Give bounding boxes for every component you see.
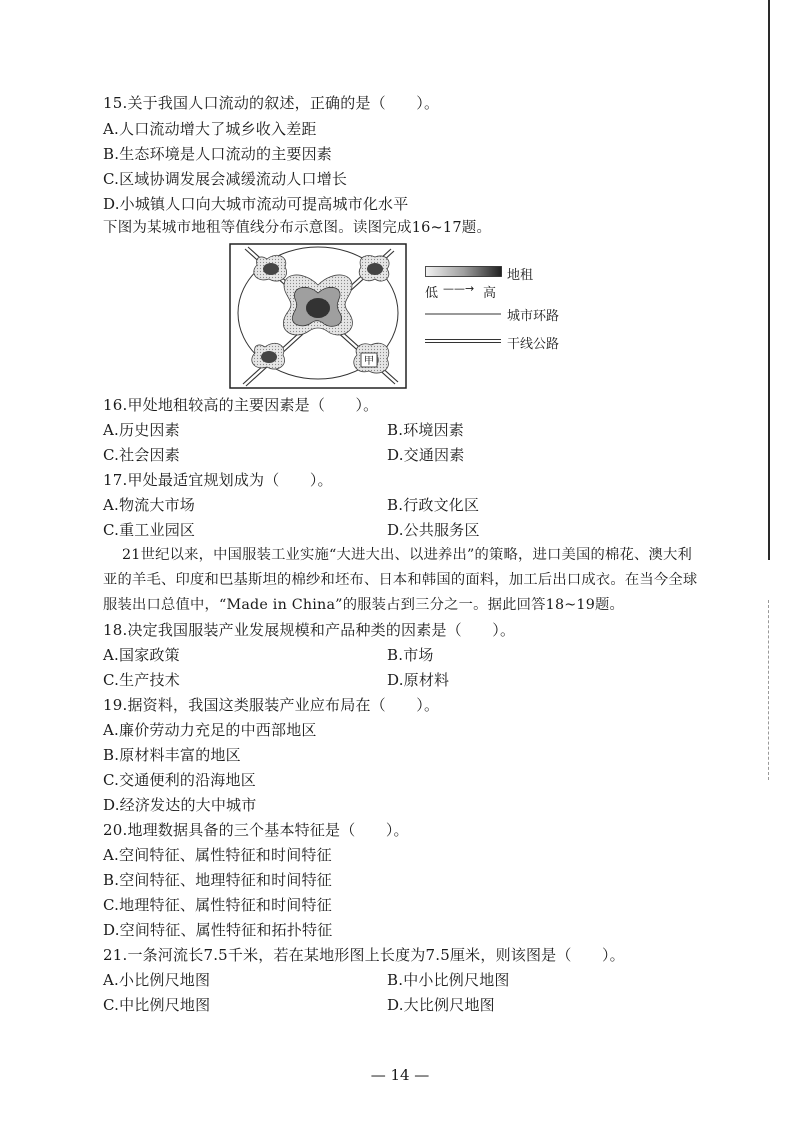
q20-option-d: D.空间特征、属性特征和拓扑特征: [103, 921, 333, 939]
legend-low-label: 低: [425, 286, 439, 301]
q20-stem: 20.地理数据具备的三个基本特征是（ ）。: [103, 821, 409, 839]
land-rent-map: [229, 243, 407, 389]
node-top-left: [254, 255, 287, 281]
q18-option-c: C.生产技术: [103, 671, 180, 689]
node-bottom-left: [252, 343, 285, 369]
q19-option-c: C.交通便利的沿海地区: [103, 771, 256, 789]
q15-option-b: B.生态环境是人口流动的主要因素: [103, 145, 332, 163]
page-number: — 14 —: [370, 1066, 430, 1084]
q20-option-a: A.空间特征、属性特征和时间特征: [103, 846, 332, 864]
jia-label: 甲: [364, 356, 374, 367]
node-top-right: [359, 255, 389, 281]
q19-option-a: A.廉价劳动力充足的中西部地区: [103, 721, 317, 739]
passage-line-3: 服装出口总值中，“Made in China”的服装占到三分之一。据此回答18~19题。: [103, 597, 624, 613]
q16-option-d: D.交通因素: [387, 446, 465, 464]
q16-option-c: C.社会因素: [103, 446, 180, 464]
legend-highway-label: 干线公路: [507, 337, 560, 352]
page-edge-line: [768, 0, 770, 560]
legend-highway-line: [425, 338, 503, 344]
legend-high-label: 高: [483, 286, 497, 301]
q18-option-b: B.市场: [387, 646, 434, 664]
legend-arrow: ——→: [443, 282, 475, 295]
legend-rent-gradient: [425, 266, 507, 278]
q19-option-d: D.经济发达的大中城市: [103, 796, 257, 814]
q16-stem: 16.甲处地租较高的主要因素是（ ）。: [103, 396, 379, 414]
q17-option-c: C.重工业园区: [103, 521, 196, 539]
q17-option-d: D.公共服务区: [387, 521, 480, 539]
q18-option-d: D.原材料: [387, 671, 450, 689]
q17-option-b: B.行政文化区: [387, 496, 480, 514]
node-jia: [354, 343, 389, 373]
q16-option-b: B.环境因素: [387, 421, 464, 439]
q15-stem: 15.关于我国人口流动的叙述，正确的是（ ）。: [103, 94, 440, 112]
q21-option-a: A.小比例尺地图: [103, 971, 211, 989]
q17-option-a: A.物流大市场: [103, 496, 196, 514]
figure-intro: 下图为某城市地租等值线分布示意图。读图完成16~17题。: [103, 220, 492, 236]
legend-ring-road-line: [425, 312, 503, 316]
legend-rent-label: 地租: [507, 268, 534, 283]
q20-option-c: C.地理特征、属性特征和时间特征: [103, 896, 332, 914]
q15-option-d: D.小城镇人口向大城市流动可提高城市化水平: [103, 195, 409, 213]
map-legend: [425, 266, 605, 356]
q18-stem: 18.决定我国服装产业发展规模和产品种类的因素是（ ）。: [103, 621, 516, 639]
q18-option-a: A.国家政策: [103, 646, 180, 664]
q20-option-b: B.空间特征、地理特征和时间特征: [103, 871, 332, 889]
cbd-peak-rent-zone: [306, 298, 330, 318]
q19-stem: 19.据资料，我国这类服装产业应布局在（ ）。: [103, 696, 440, 714]
passage-line-2: 亚的羊毛、印度和巴基斯坦的棉纱和坯布、日本和韩国的面料，加工后出口成衣。在当今全球: [103, 572, 698, 588]
passage-line-1: 21世纪以来，中国服装工业实施“大进大出、以进养出”的策略，进口美国的棉花、澳大利: [122, 547, 692, 563]
q15-option-a: A.人口流动增大了城乡收入差距: [103, 120, 317, 138]
q21-stem: 21.一条河流长7.5千米，若在某地形图上长度为7.5厘米，则该图是（ ）。: [103, 946, 625, 964]
q19-option-b: B.原材料丰富的地区: [103, 746, 241, 764]
q17-stem: 17.甲处最适宜规划成为（ ）。: [103, 471, 333, 489]
legend-ring-road-label: 城市环路: [507, 309, 560, 324]
q21-option-c: C.中比例尺地图: [103, 996, 211, 1014]
q21-option-d: D.大比例尺地图: [387, 996, 495, 1014]
q21-option-b: B.中小比例尺地图: [387, 971, 510, 989]
q15-option-c: C.区域协调发展会减缓流动人口增长: [103, 170, 348, 188]
q16-option-a: A.历史因素: [103, 421, 180, 439]
page-edge-dashes: [768, 600, 770, 780]
